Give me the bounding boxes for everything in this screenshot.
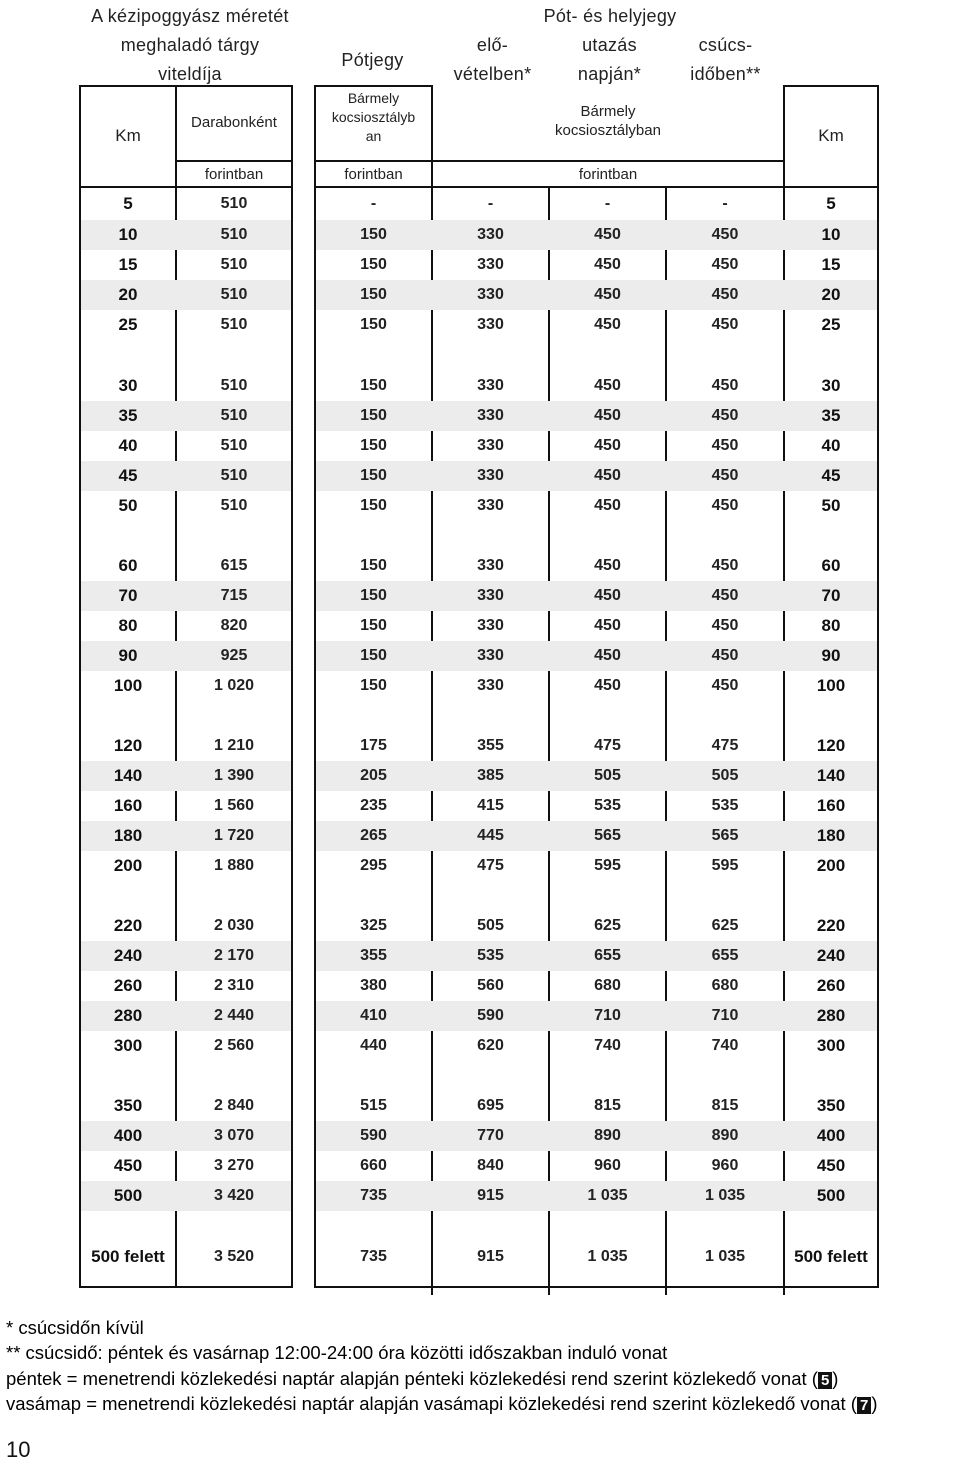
peak-price-cell: 450: [711, 407, 739, 424]
peak-price-cell: 595: [711, 857, 739, 874]
advance-price-cell: 505: [477, 917, 504, 934]
supplement-price-cell: 150: [360, 587, 387, 604]
km-cell: 220: [113, 916, 143, 935]
supplement-price-cell: 150: [360, 256, 387, 273]
travel-day-price-cell: 565: [594, 827, 621, 844]
km-cell: 140: [816, 766, 846, 785]
peak-price-cell: 960: [711, 1157, 739, 1174]
per-piece-price-cell: 2 440: [213, 1007, 255, 1024]
per-piece-price-cell: 510: [220, 377, 248, 394]
peak-price-cell: 625: [711, 917, 739, 934]
peak-price-cell: 450: [711, 497, 739, 514]
table-row: [0, 941, 960, 971]
supplement-price-cell: -: [370, 195, 377, 212]
table-row: [0, 611, 960, 641]
per-piece-price-cell: 510: [220, 286, 248, 303]
table-row: [0, 1031, 960, 1061]
advance-price-cell: 355: [477, 737, 504, 754]
km-cell: 160: [113, 796, 143, 815]
supplement-price-cell: 150: [360, 557, 387, 574]
travel-day-header-line-2: napján*: [577, 64, 642, 84]
km-cell: 180: [113, 826, 143, 845]
peak-price-cell: 655: [711, 947, 739, 964]
supplement-price-cell: 325: [360, 917, 387, 934]
travel-day-price-cell: 450: [594, 377, 621, 394]
travel-day-price-cell: 450: [594, 497, 621, 514]
per-piece-price-cell: 715: [220, 587, 248, 604]
km-cell: 90: [821, 646, 841, 665]
peak-price-cell: 450: [711, 467, 739, 484]
km-cell: 30: [118, 376, 138, 395]
footnote-peak: ** csúcsidő: péntek és vasárnap 12:00-24:00 óra közötti időszakban induló vonat: [6, 1342, 668, 1363]
grid-line: [315, 160, 785, 162]
km-cell: 260: [113, 976, 143, 995]
advance-price-cell: 330: [477, 316, 504, 333]
travel-day-header: [552, 31, 667, 89]
km-cell: 60: [821, 556, 841, 575]
advance-price-cell: 415: [477, 797, 504, 814]
km-cell: 80: [118, 616, 138, 635]
grid-line: [315, 1286, 879, 1288]
supplement-price-cell: 150: [360, 286, 387, 303]
footnote-sunday-close: ): [871, 1393, 878, 1414]
travel-day-price-cell: 815: [594, 1097, 621, 1114]
advance-price-cell: 330: [477, 557, 504, 574]
km-cell: 20: [821, 285, 841, 304]
advance-price-cell: 535: [477, 947, 504, 964]
table-row: [0, 310, 960, 340]
travel-day-price-cell: 450: [594, 677, 621, 694]
km-cell: 70: [821, 586, 841, 605]
travel-day-price-cell: 505: [594, 767, 621, 784]
km-cell: 350: [816, 1096, 846, 1115]
travel-day-price-cell: 450: [594, 256, 621, 273]
forint-label: forintban: [578, 166, 638, 183]
km-cell: 10: [118, 225, 138, 244]
supplement-price-cell: 150: [360, 617, 387, 634]
km-cell: 35: [821, 406, 841, 425]
km-cell: 25: [118, 315, 138, 334]
supplement-price-cell: 150: [360, 437, 387, 454]
supplement-price-cell: 515: [360, 1097, 387, 1114]
travel-day-price-cell: 655: [594, 947, 621, 964]
footnote-friday-text: péntek = menetrendi közlekedési naptár alapján pénteki közlekedési rend szerint közlekedő vonat (: [6, 1368, 818, 1389]
peak-price-cell: 450: [711, 557, 739, 574]
supplement-price-cell: 150: [360, 407, 387, 424]
peak-price-cell: 450: [711, 587, 739, 604]
table-row: [0, 491, 960, 521]
supplement-price-cell: 440: [360, 1037, 387, 1054]
footnote-sunday-text: vasámap = menetrendi közlekedési naptár alapján vasámapi közlekedési rend szerint közlekedő vonat (: [6, 1393, 857, 1414]
per-piece-price-cell: 1 020: [213, 677, 255, 694]
supplement-price-cell: 380: [360, 977, 387, 994]
advance-price-cell: 330: [477, 677, 504, 694]
km-cell: 450: [816, 1156, 846, 1175]
per-piece-price-cell: 925: [220, 647, 248, 664]
km-cell: 140: [113, 766, 143, 785]
supplement-header: Pótjegy: [341, 50, 404, 70]
km-header-left: Km: [115, 126, 141, 145]
forint-label: forintban: [344, 166, 403, 183]
km-cell: 40: [821, 436, 841, 455]
peak-price-cell: 680: [711, 977, 739, 994]
per-piece-price-cell: 1 210: [213, 737, 255, 754]
any-class-2-line-2: kocsiosztályban: [555, 122, 661, 139]
travel-day-price-cell: 450: [594, 316, 621, 333]
advance-price-cell: 330: [477, 467, 504, 484]
per-piece-price-cell: 1 880: [213, 857, 255, 874]
travel-day-price-cell: 595: [594, 857, 621, 874]
travel-day-price-cell: 475: [594, 737, 621, 754]
km-header-right: Km: [818, 126, 844, 145]
km-cell: 15: [821, 255, 841, 274]
any-class-1-line-2: kocsiosztályb: [331, 109, 416, 125]
km-cell: 80: [821, 616, 841, 635]
peak-price-cell: 890: [711, 1127, 739, 1144]
advance-price-cell: 840: [477, 1157, 504, 1174]
table-row: [0, 1121, 960, 1151]
km-cell: 280: [113, 1006, 143, 1025]
supplement-price-cell: 175: [360, 737, 387, 754]
peak-price-cell: 450: [711, 437, 739, 454]
travel-day-price-cell: 960: [594, 1157, 621, 1174]
km-cell: 5: [123, 194, 133, 213]
km-cell: 60: [118, 556, 138, 575]
travel-day-price-cell: 450: [594, 407, 621, 424]
peak-price-cell: 535: [711, 797, 739, 814]
km-cell: 500 felett: [794, 1247, 868, 1266]
advance-price-cell: 475: [477, 857, 504, 874]
advance-price-cell: 330: [477, 617, 504, 634]
advance-price-cell: 915: [477, 1248, 504, 1265]
advance-price-cell: 770: [477, 1127, 504, 1144]
advance-price-cell: 560: [477, 977, 504, 994]
supplement-price-cell: 410: [360, 1007, 387, 1024]
table-row: [0, 1181, 960, 1211]
advance-price-cell: 620: [477, 1037, 504, 1054]
advance-price-cell: 330: [477, 377, 504, 394]
table-row: [0, 851, 960, 881]
baggage-header-line-1: A kézipoggyász méretét: [91, 6, 289, 26]
table-row: [0, 641, 960, 671]
advance-price-cell: 695: [477, 1097, 504, 1114]
km-cell: 35: [118, 406, 138, 425]
any-class-header-1: [316, 89, 431, 146]
peak-price-cell: 505: [711, 767, 739, 784]
grid-line: [785, 85, 879, 87]
table-row: [0, 461, 960, 491]
per-piece-price-cell: 510: [220, 316, 248, 333]
advance-price-cell: 330: [477, 437, 504, 454]
km-cell: 260: [816, 976, 846, 995]
peak-header-line-2: időben**: [690, 64, 761, 84]
grid-line: [79, 85, 292, 87]
travel-day-price-cell: 680: [594, 977, 621, 994]
table-row: [0, 431, 960, 461]
grid-line: [176, 160, 292, 162]
table-row: [0, 280, 960, 310]
travel-day-price-cell: 450: [594, 437, 621, 454]
peak-price-cell: 450: [711, 617, 739, 634]
km-cell: 50: [821, 496, 841, 515]
any-class-header-2: [433, 102, 783, 140]
peak-price-cell: 450: [711, 677, 739, 694]
travel-day-price-cell: 890: [594, 1127, 621, 1144]
table-row: [0, 551, 960, 581]
table-row: [0, 731, 960, 761]
peak-price-cell: 450: [711, 226, 739, 243]
per-piece-price-cell: 510: [220, 467, 248, 484]
table-row: [0, 671, 960, 701]
travel-day-price-cell: 450: [594, 557, 621, 574]
advance-price-cell: 330: [477, 587, 504, 604]
km-cell: 20: [118, 285, 138, 304]
supplement-price-cell: 150: [360, 497, 387, 514]
km-cell: 400: [816, 1126, 846, 1145]
footnote-friday-close: ): [832, 1368, 839, 1389]
peak-price-cell: 740: [711, 1037, 739, 1054]
supplement-price-cell: 150: [360, 316, 387, 333]
peak-header-line-1: csúcs-: [698, 35, 753, 55]
per-piece-price-cell: 3 070: [213, 1127, 255, 1144]
peak-price-cell: 710: [711, 1007, 739, 1024]
table-row: [0, 971, 960, 1001]
km-cell: 500 felett: [91, 1247, 165, 1266]
km-cell: 200: [816, 856, 846, 875]
peak-price-cell: 475: [711, 737, 739, 754]
table-row: [0, 401, 960, 431]
table-row: [0, 1151, 960, 1181]
km-cell: 25: [821, 315, 841, 334]
km-cell: 45: [118, 466, 138, 485]
table-row: [0, 911, 960, 941]
grid-line: [315, 186, 879, 188]
supplement-price-cell: 735: [360, 1248, 387, 1265]
advance-price-cell: 385: [477, 767, 504, 784]
travel-day-price-cell: 450: [594, 226, 621, 243]
km-cell: 40: [118, 436, 138, 455]
advance-price-cell: 330: [477, 647, 504, 664]
km-cell: 400: [113, 1126, 143, 1145]
supplement-price-cell: 355: [360, 947, 387, 964]
per-piece-price-cell: 510: [220, 437, 248, 454]
advance-header-line-1: elő-: [476, 35, 509, 55]
footnote-off-peak: * csúcsidőn kívül: [6, 1317, 144, 1338]
per-piece-price-cell: 2 310: [213, 977, 255, 994]
km-cell: 90: [118, 646, 138, 665]
per-piece-price-cell: 820: [220, 617, 248, 634]
advance-price-cell: 915: [477, 1187, 504, 1204]
per-piece-price-cell: 510: [220, 256, 248, 273]
peak-price-cell: 1 035: [704, 1248, 746, 1265]
km-cell: 70: [118, 586, 138, 605]
km-cell: 15: [118, 255, 138, 274]
per-piece-price-cell: 3 520: [213, 1248, 255, 1265]
per-piece-price-cell: 1 390: [213, 767, 255, 784]
km-cell: 30: [821, 376, 841, 395]
peak-price-cell: 565: [711, 827, 739, 844]
friday-badge: 5: [818, 1372, 832, 1389]
supplement-price-cell: 150: [360, 377, 387, 394]
km-cell: 200: [113, 856, 143, 875]
any-class-2-line-1: Bármely: [580, 103, 636, 120]
supplement-price-cell: 235: [360, 797, 387, 814]
km-cell: 120: [113, 736, 143, 755]
table-row: [0, 761, 960, 791]
supplement-price-cell: 150: [360, 226, 387, 243]
advance-price-cell: 330: [477, 407, 504, 424]
advance-price-cell: 330: [477, 286, 504, 303]
per-piece-price-cell: 2 170: [213, 947, 255, 964]
km-cell: 240: [113, 946, 143, 965]
km-cell: 220: [816, 916, 846, 935]
travel-day-price-cell: 1 035: [587, 1248, 628, 1265]
km-cell: 100: [816, 676, 846, 695]
advance-price-cell: 330: [477, 256, 504, 273]
table-row: [0, 821, 960, 851]
peak-price-cell: 450: [711, 316, 739, 333]
supplement-price-cell: 295: [360, 857, 387, 874]
travel-day-price-cell: 450: [594, 587, 621, 604]
per-piece-price-cell: 510: [220, 226, 248, 243]
advance-price-cell: 330: [477, 497, 504, 514]
table-row: [0, 1091, 960, 1121]
km-cell: 5: [826, 194, 836, 213]
peak-price-cell: 450: [711, 377, 739, 394]
table-row: [0, 250, 960, 280]
peak-price-cell: 1 035: [704, 1187, 746, 1204]
travel-day-price-cell: 450: [594, 467, 621, 484]
km-cell: 350: [113, 1096, 143, 1115]
km-cell: 100: [113, 676, 143, 695]
table-row: [0, 220, 960, 250]
per-piece-price-cell: 1 560: [213, 797, 255, 814]
supplement-price-cell: 150: [360, 677, 387, 694]
table-row: [0, 791, 960, 821]
per-piece-price-cell: 2 840: [213, 1097, 255, 1114]
any-class-1-line-1: Bármely: [347, 90, 400, 106]
per-piece-price-cell: 3 420: [213, 1187, 255, 1204]
page-number: 10: [6, 1437, 31, 1462]
table-row: [0, 189, 960, 219]
supplement-price-cell: 660: [360, 1157, 387, 1174]
advance-purchase-header: [435, 31, 550, 89]
peak-price-cell: 450: [711, 256, 739, 273]
supplement-price-cell: 150: [360, 647, 387, 664]
per-piece-price-cell: 2 030: [213, 917, 255, 934]
table-row: [0, 1242, 960, 1272]
per-piece-header: Darabonként: [191, 114, 277, 131]
baggage-fee-header: [60, 2, 320, 89]
travel-day-price-cell: 450: [594, 647, 621, 664]
supplement-price-cell: 735: [360, 1187, 387, 1204]
km-cell: 160: [816, 796, 846, 815]
travel-day-price-cell: -: [604, 195, 611, 212]
per-piece-price-cell: 510: [220, 497, 248, 514]
grid-line: [79, 186, 292, 188]
baggage-header-line-2: meghaladó tárgy: [120, 35, 260, 55]
grid-line: [315, 85, 433, 87]
peak-price-cell: -: [722, 195, 728, 212]
supplement-price-cell: 590: [360, 1127, 387, 1144]
supplement-price-cell: 150: [360, 467, 387, 484]
travel-day-price-cell: 1 035: [587, 1187, 628, 1204]
advance-header-line-2: vételben*: [453, 64, 532, 84]
footnote-sunday: [6, 1391, 877, 1416]
peak-time-header: [668, 31, 783, 89]
table-row: [0, 581, 960, 611]
peak-price-cell: 450: [711, 647, 739, 664]
forint-label: forintban: [204, 166, 264, 183]
km-cell: 45: [821, 466, 841, 485]
km-cell: 240: [816, 946, 846, 965]
km-cell: 10: [821, 225, 841, 244]
advance-price-cell: -: [487, 195, 494, 212]
km-cell: 500: [816, 1186, 846, 1205]
table-row: [0, 1001, 960, 1031]
advance-price-cell: 445: [477, 827, 504, 844]
travel-day-header-line-1: utazás: [582, 35, 637, 55]
sunday-badge: 7: [857, 1397, 871, 1414]
per-piece-price-cell: 510: [220, 407, 248, 424]
baggage-header-line-3: viteldíja: [158, 64, 222, 84]
peak-price-cell: 815: [711, 1097, 739, 1114]
travel-day-price-cell: 740: [594, 1037, 621, 1054]
supplement-price-cell: 265: [360, 827, 387, 844]
advance-price-cell: 590: [477, 1007, 504, 1024]
travel-day-price-cell: 450: [594, 617, 621, 634]
grid-line: [79, 1286, 292, 1288]
travel-day-price-cell: 625: [594, 917, 621, 934]
km-cell: 180: [816, 826, 846, 845]
km-cell: 500: [113, 1186, 143, 1205]
travel-day-price-cell: 710: [594, 1007, 621, 1024]
km-cell: 280: [816, 1006, 846, 1025]
km-cell: 300: [816, 1036, 846, 1055]
per-piece-price-cell: 510: [220, 195, 248, 212]
footnote-friday: [6, 1366, 838, 1391]
per-piece-price-cell: 2 560: [213, 1037, 255, 1054]
km-cell: 50: [118, 496, 138, 515]
advance-price-cell: 330: [477, 226, 504, 243]
per-piece-price-cell: 3 270: [213, 1157, 255, 1174]
supplement-price-cell: 205: [360, 767, 387, 784]
km-cell: 300: [113, 1036, 143, 1055]
peak-price-cell: 450: [711, 286, 739, 303]
table-row: [0, 371, 960, 401]
travel-day-price-cell: 450: [594, 286, 621, 303]
per-piece-price-cell: 1 720: [213, 827, 255, 844]
any-class-1-line-3: an: [365, 128, 382, 144]
km-cell: 120: [816, 736, 846, 755]
km-cell: 450: [113, 1156, 143, 1175]
per-piece-price-cell: 615: [220, 557, 248, 574]
travel-day-price-cell: 535: [594, 797, 621, 814]
combined-ticket-header: Pót- és helyjegy: [543, 6, 677, 26]
